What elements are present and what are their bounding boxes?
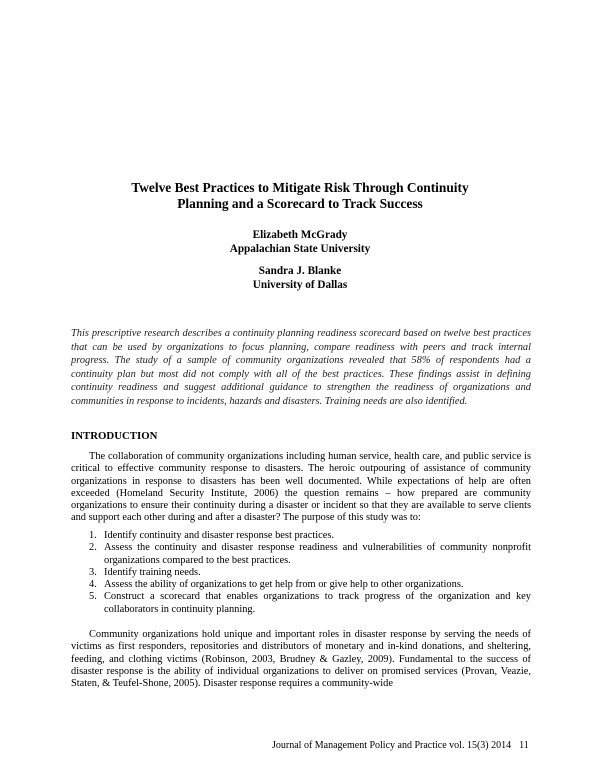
author-name: Sandra J. Blanke: [258, 265, 342, 277]
title-line-1: Twelve Best Practices to Mitigate Risk Through Continuity: [131, 180, 469, 195]
author-block-2: [70, 265, 530, 292]
list-item: 4. Assess the ability of organizations to get help from or give help to other organizations.: [89, 579, 464, 591]
second-paragraph-text: Community organizations hold unique and important roles in disaster response by serving the needs of victims as first responders, repositories and distributors of monetary and in-kind donations, and sheltering, feeding, and clothing victims (Robinson, 2003, Brudney & Gazley, 2009). Fundamental to the success of disaster response is the ability of individual organizations to deliver on promised services (Provan, Veazie, Staten, & Teufel-Shone, 2005). Disaster response requires a community-wide: [71, 629, 531, 690]
list-item: 5. Construct a scorecard that enables organizations to track progress of the organization and key collaborators in continuity planning.: [89, 591, 531, 615]
list-item: 3. Identify training needs.: [89, 566, 201, 578]
abstract: This prescriptive research describes a continuity planning readiness scorecard based on twelve best practices that can be used by organizations to focus planning, compare readiness with peers and track internal progress. The study of a sample of community organizations revealed that 58% of respondents had a continuity plan but most did not comply with all of the best practices. These findings assist in defining continuity readiness and suggest additional guidance to strengthen the readiness of organizations and communities in response to incidents, hazards and disasters. Training needs are also identified.: [71, 328, 531, 407]
list-item: 2. Assess the continuity and disaster response readiness and vulnerabilities of community nonprofit organizations compared to the best practices.: [89, 542, 531, 566]
section-heading-introduction: INTRODUCTION: [71, 430, 158, 442]
page-number: 11: [519, 740, 529, 751]
page-footer: [272, 740, 529, 751]
second-paragraph: [71, 629, 531, 690]
author-affiliation: University of Dallas: [252, 278, 348, 291]
journal-citation: Journal of Management Policy and Practice vol. 15(3) 2014: [272, 740, 512, 751]
intro-paragraph-text: The collaboration of community organizations including human service, health care, and public service is critical to effective community response to disasters. The heroic outpouring of assistance of community organizations in response to disasters has been well documented. While expectations of help are often exceeded (Homeland Security Institute, 2006) the question remains – how prepared are community organizations to ensure their continuity during a disaster or incident so that they are available to serve clients and support each other during and after a disaster? The purpose of this study was to:: [71, 451, 531, 524]
list-item: 1. Identify continuity and disaster response best practices.: [89, 530, 334, 541]
purpose-list: [71, 530, 531, 616]
author-block-1: [70, 229, 530, 256]
title-line-2: Planning and a Scorecard to Track Success: [177, 196, 423, 211]
paper-title: [70, 180, 530, 212]
author-affiliation: Appalachian State University: [229, 242, 371, 255]
author-name: Elizabeth McGrady: [252, 229, 348, 241]
intro-paragraph: [71, 451, 531, 525]
